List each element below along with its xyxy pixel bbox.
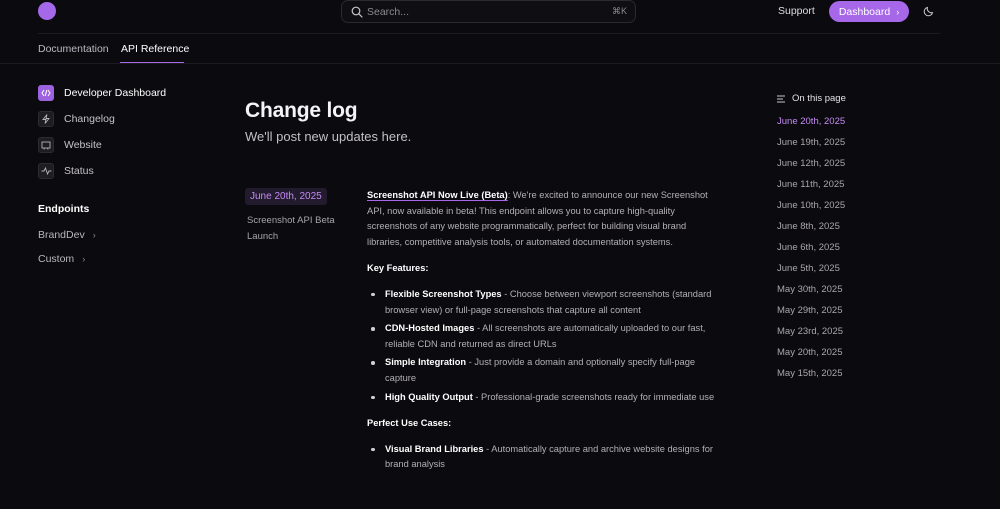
toc-item-june-20[interactable]: June 20th, 2025	[777, 116, 846, 127]
list-item	[367, 442, 717, 473]
moon-icon[interactable]	[923, 5, 935, 17]
tab-documentation[interactable]: Documentation	[38, 43, 109, 55]
sidebar-item-website[interactable]	[38, 137, 102, 153]
sidebar-item-label: Website	[64, 139, 102, 151]
feature-name: Simple Integration	[385, 357, 467, 368]
sidebar-item-label: Changelog	[64, 113, 115, 125]
toc-item-june-5[interactable]: June 5th, 2025	[777, 263, 840, 274]
list-item	[367, 287, 717, 318]
sidebar-group-label: Custom	[38, 253, 75, 265]
entry-content	[367, 188, 717, 476]
sidebar-group-branddev[interactable]	[38, 229, 96, 241]
dashboard-button-label: Dashboard	[838, 5, 891, 18]
usecase-desc: - Automatically capture and archive website designs for brand analysis	[385, 443, 713, 470]
tab-api-reference[interactable]: API Reference	[121, 43, 190, 55]
usecases-heading: Perfect Use Cases:	[367, 418, 452, 429]
feature-desc: - All screenshots are automatically uploaded to our fast, reliable CDN and returned as direct URLs	[385, 323, 706, 349]
toc-item-june-6[interactable]: June 6th, 2025	[777, 242, 840, 253]
dashboard-button[interactable]	[829, 1, 909, 22]
toc-item-may-30[interactable]: May 30th, 2025	[777, 284, 843, 295]
feature-desc: - Just provide a domain and optionally specify full-page capture	[385, 357, 696, 383]
chevron-right-icon: ›	[82, 254, 86, 264]
usecase-name: Visual Brand Libraries	[385, 443, 484, 454]
top-header	[0, 0, 1000, 24]
list-icon	[777, 95, 785, 103]
lightning-icon	[38, 111, 54, 127]
chevron-right-icon: ›	[92, 230, 96, 240]
tabs-divider	[0, 63, 1000, 64]
features-list	[367, 287, 717, 405]
toc-item-june-8[interactable]: June 8th, 2025	[777, 221, 840, 232]
list-item	[367, 390, 717, 406]
search-box[interactable]	[341, 0, 636, 23]
page-title: Change log	[245, 99, 358, 122]
page-subtitle: We'll post new updates here.	[245, 129, 412, 144]
toc-item-june-19[interactable]: June 19th, 2025	[777, 137, 846, 148]
list-item	[367, 355, 717, 386]
sidebar-item-changelog[interactable]	[38, 111, 115, 127]
entry-lead-link[interactable]: Screenshot API Now Live (Beta)	[367, 190, 508, 200]
entry-lead	[367, 188, 717, 250]
features-heading: Key Features:	[367, 263, 429, 274]
list-item	[367, 321, 717, 352]
toc-item-june-12[interactable]: June 12th, 2025	[777, 158, 846, 169]
toc-item-may-23[interactable]: May 23rd, 2025	[777, 326, 844, 337]
feature-name: Flexible Screenshot Types	[385, 288, 502, 299]
feature-name: High Quality Output	[385, 391, 473, 402]
toc-item-may-20[interactable]: May 20th, 2025	[777, 347, 843, 358]
support-link[interactable]: Support	[778, 5, 815, 17]
feature-name: CDN-Hosted Images	[385, 323, 475, 334]
search-icon	[351, 6, 363, 18]
heartbeat-icon	[38, 163, 54, 179]
entry-lead-text: : We're excited to announce our new Screenshot API, now available in beta! This endpoint allows you to capture high-quality screenshots of any website programmatically, perfect for building visual brand libraries, competitive analysis tools, or automated documentation systems.	[367, 190, 708, 247]
brand-logo[interactable]	[38, 2, 56, 20]
sidebar-item-status[interactable]	[38, 163, 94, 179]
toc-item-june-11[interactable]: June 11th, 2025	[777, 179, 845, 190]
sidebar-item-developer-dashboard[interactable]	[38, 85, 166, 101]
website-icon	[38, 137, 54, 153]
sidebar-group-custom[interactable]	[38, 253, 85, 265]
chevron-right-icon: ›	[896, 6, 900, 17]
usecases-list	[367, 442, 717, 473]
toc-item-may-15[interactable]: May 15th, 2025	[777, 368, 843, 379]
endpoints-heading: Endpoints	[38, 203, 90, 215]
header-divider	[38, 33, 940, 34]
toc-item-june-10[interactable]: June 10th, 2025	[777, 200, 846, 211]
entry-date-badge: June 20th, 2025	[245, 188, 327, 205]
toc-heading-label: On this page	[792, 93, 846, 104]
sidebar-group-label: BrandDev	[38, 229, 85, 241]
search-shortcut: ⌘K	[611, 6, 627, 16]
sidebar-item-label: Status	[64, 165, 94, 177]
toc-item-may-29[interactable]: May 29th, 2025	[777, 305, 843, 316]
search-input[interactable]	[367, 1, 587, 22]
toc-heading	[777, 93, 846, 104]
code-icon	[38, 85, 54, 101]
feature-desc: - Choose between viewport screenshots (standard browser view) or full-page screenshots that capture all content	[385, 288, 712, 315]
entry-subtitle: Screenshot API Beta Launch	[247, 215, 335, 242]
sidebar-item-label: Developer Dashboard	[64, 87, 167, 99]
feature-desc: - Professional-grade screenshots ready for immediate use	[472, 391, 715, 402]
